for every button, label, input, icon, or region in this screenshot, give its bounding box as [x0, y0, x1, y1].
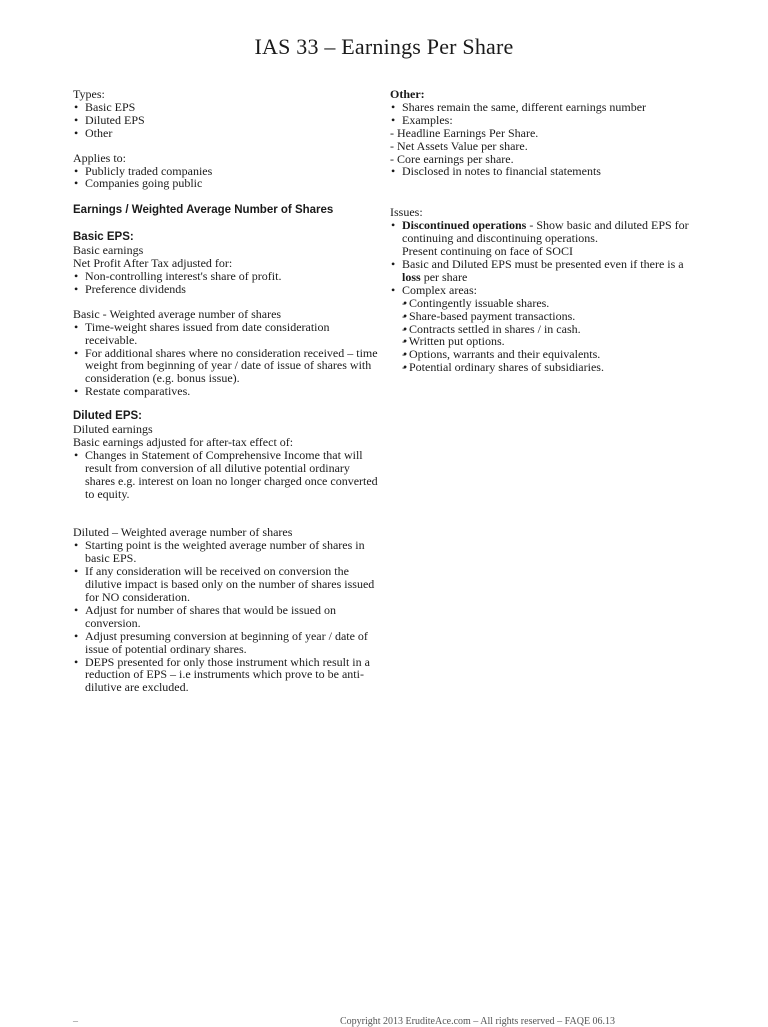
list-item: • If any consideration will be received on conversion the dilutive impact is based only on the number of shares issued for NO consideration. — [73, 565, 378, 604]
issues-heading: Issues: — [390, 205, 423, 220]
list-item: • - Written put options. — [402, 335, 700, 348]
list-item: • Adjust for number of shares that would be issued on conversion. — [73, 604, 378, 630]
list-item: • Restate comparatives. — [73, 385, 378, 398]
list-item: • For additional shares where no consideration received – time weight from beginning of year / date of issue of shares with consideration (e.g. bonus issue). — [73, 347, 378, 386]
list-item: • - Contingently issuable shares. — [402, 297, 700, 310]
right-column — [390, 88, 700, 374]
types-list — [73, 101, 378, 140]
basic-npat-text: Net Profit After Tax adjusted for: — [73, 256, 233, 271]
basic-wanos-list — [73, 321, 378, 398]
page-title: IAS 33 – Earnings Per Share — [254, 34, 514, 59]
list-item: • Disclosed in notes to financial statements — [390, 165, 700, 178]
list-item: • DEPS presented for only those instrument which result in a reduction of EPS – i.e instruments which prove to be anti- dilutive are excluded. — [73, 656, 378, 695]
issue-discontinued-bold: Discontinued operations — [402, 218, 527, 233]
other-examples-list — [390, 127, 700, 166]
issue-complex — [390, 284, 700, 374]
list-item: • Diluted EPS — [73, 114, 378, 127]
list-item: • - Options, warrants and their equivalents. — [402, 348, 700, 361]
applies-list — [73, 165, 378, 191]
diluted-basic-adj-text: Basic earnings adjusted for after-tax effect of: — [73, 434, 294, 449]
issue-loss-pre: Basic and Diluted EPS must be presented even if there is a — [402, 256, 684, 271]
list-item: • Examples: — [390, 114, 700, 127]
list-item: • Basic EPS — [73, 101, 378, 114]
other-list-2 — [390, 165, 700, 178]
basic-wanos-heading: Basic - Weighted average number of shares — [73, 306, 282, 321]
list-item: • - Share-based payment transactions. — [402, 310, 700, 323]
formula-heading: Earnings / Weighted Average Number of Shares — [73, 204, 334, 217]
list-item: • Companies going public — [73, 177, 378, 190]
diluted-earnings-label: Diluted earnings — [73, 422, 153, 437]
diluted-wanos-list — [73, 539, 378, 694]
basic-adjustments-list — [73, 270, 378, 296]
list-item: - Core earnings per share. — [390, 151, 514, 166]
issue-complex-label: Complex areas: — [402, 282, 477, 297]
list-item: • Shares remain the same, different earnings number — [390, 101, 700, 114]
other-heading: Other: — [390, 87, 425, 101]
list-item: • Time-weight shares issued from date consideration receivable. — [73, 321, 378, 347]
issue-discontinued-text: - Show basic and diluted EPS for continuing and discontinuing operations. — [402, 218, 689, 246]
list-item: • Publicly traded companies — [73, 165, 378, 178]
list-item: • Preference dividends — [73, 283, 378, 296]
basic-earnings-label: Basic earnings — [73, 243, 144, 258]
list-item: • Other — [73, 127, 378, 140]
list-item: • Starting point is the weighted average number of shares in basic EPS. — [73, 539, 378, 565]
list-item: - Net Assets Value per share. — [390, 138, 528, 153]
issues-list — [390, 219, 700, 374]
footer-copyright: Copyright 2013 EruditeAce.com – All rights reserved – FAQE 06.13 — [340, 1016, 616, 1027]
diluted-wanos-heading: Diluted – Weighted average number of shares — [73, 525, 293, 540]
basic-eps-heading: Basic EPS: — [73, 231, 134, 244]
list-item: • - Contracts settled in shares / in cash. — [402, 323, 700, 336]
list-item: - Headline Earnings Per Share. — [390, 125, 539, 140]
types-heading: Types: — [73, 87, 105, 101]
complex-areas-list — [402, 297, 700, 374]
issue-loss — [390, 258, 700, 284]
left-column — [73, 88, 378, 694]
list-item: • Changes in Statement of Comprehensive Income that will result from conversion of all dilutive potential ordinary shares e.g. interest on loan no longer charged once converted to equity. — [73, 449, 378, 501]
diluted-eps-heading: Diluted EPS: — [73, 410, 143, 423]
issue-discontinued-line2: Present continuing on face of SOCI — [402, 244, 573, 259]
other-list-1 — [390, 101, 700, 127]
list-item: • Adjust presuming conversion at beginning of year / date of issue of potential ordinary shares. — [73, 630, 378, 656]
diluted-adjustments-list — [73, 449, 378, 501]
issue-loss-bold: loss — [402, 269, 421, 284]
list-item: • - Potential ordinary shares of subsidiaries. — [402, 361, 700, 374]
issue-discontinued — [390, 219, 700, 258]
applies-heading: Applies to: — [73, 150, 126, 165]
list-item: • Non-controlling interest's share of profit. — [73, 270, 378, 283]
footer-mark: – — [73, 1016, 78, 1027]
issue-loss-post: per share — [420, 269, 468, 284]
